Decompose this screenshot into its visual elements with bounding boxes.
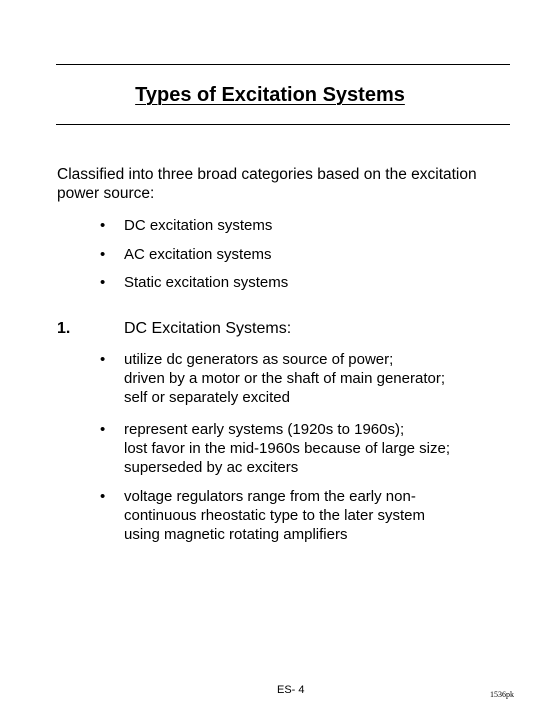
top-rule [56, 64, 510, 65]
section-number: 1. [57, 320, 71, 337]
bullet-marker: • [100, 351, 106, 368]
category-item: AC excitation systems [124, 246, 272, 263]
bullet-marker: • [100, 246, 106, 263]
bullet-marker: • [100, 274, 106, 291]
bullet-marker: • [100, 488, 106, 505]
section-heading: DC Excitation Systems: [124, 320, 292, 337]
bullet-marker: • [100, 421, 106, 438]
slide-code: 1536pk [490, 690, 514, 699]
intro-paragraph: Classified into three broad categories based on the excitation power source: [57, 166, 477, 202]
section-bullet: utilize dc generators as source of power; driven by a motor or the shaft of main generator; self or separately excited [124, 351, 445, 406]
category-item: DC excitation systems [124, 217, 273, 234]
page-title: Types of Excitation Systems [135, 84, 405, 106]
page-number: ES- 4 [277, 684, 305, 696]
section-bullet: represent early systems (1920s to 1960s); lost favor in the mid-1960s because of large size; superseded by ac exciters [124, 421, 451, 476]
section-bullet: voltage regulators range from the early non- continuous rheostatic type to the later system using magnetic rotating amplifiers [124, 488, 425, 543]
bullet-marker: • [100, 217, 106, 234]
title-bottom-rule [56, 124, 510, 125]
category-item: Static excitation systems [124, 274, 289, 291]
